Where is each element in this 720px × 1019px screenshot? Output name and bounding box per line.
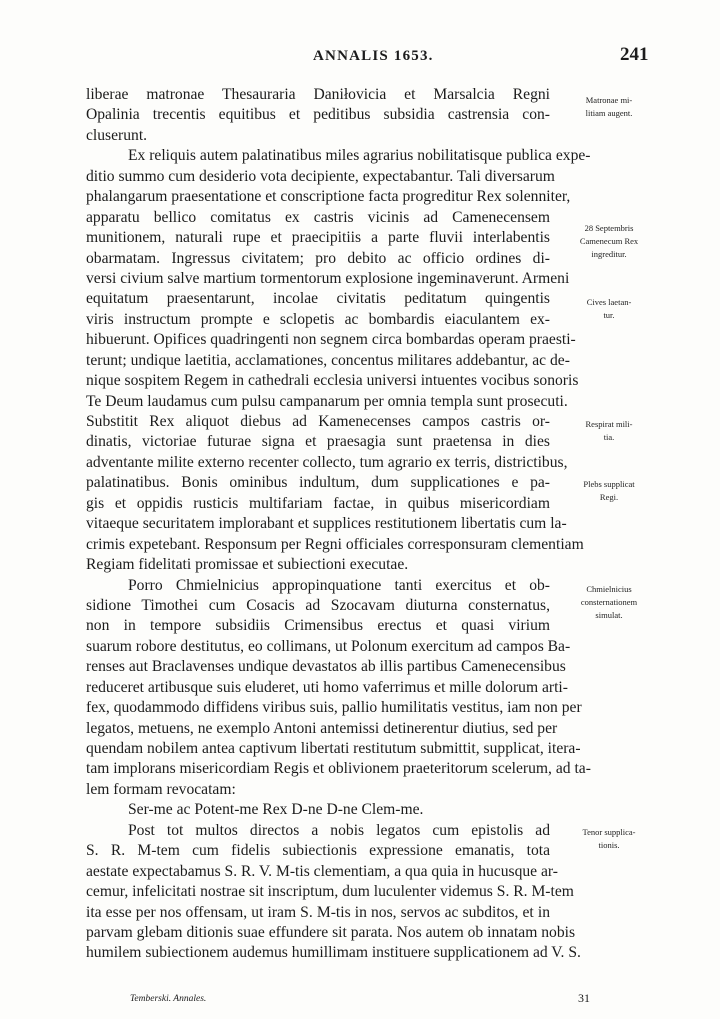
text-line: humilem subiectionem audemus humillimam instituere supplicationem ad V. S. (86, 944, 581, 962)
margin-note-line: 28 Septembris (584, 223, 634, 233)
text-line: parvam glebam ditionis suae effundere sit parata. Nos autem ob innatam nobis (86, 923, 576, 941)
margin-note-line: Cives laetan- (586, 297, 632, 307)
text-line: ditio summo cum desiderio vota decipiente, expectabantur. Tali diversarum (86, 167, 555, 185)
text-line: nique sospitem Regem in cathedrali ecclesia universi intuentes vocibus sonoris (86, 372, 579, 390)
text-line: Substitit Rex aliquot diebus ad Kamenecenses campos castris or- (86, 413, 550, 430)
text-line: non in tempore subsidiis Crimensibus erectus et quasi virium (86, 617, 550, 635)
text-line: suarum robore destitutus, eo collimans, ut Polonum exercitum ad campos Ba- (86, 637, 571, 655)
margin-note-line: litiam augent. (585, 108, 633, 118)
letter-salutation: Ser-me ac Potent-me Rex D-ne D-ne Clem-me. (128, 801, 424, 819)
text-line: Opalinia trecentis equitibus et peditibus subsidia castrensia con- (86, 106, 550, 124)
text-line: sidione Timothei cum Cosacis ad Szocavam diuturna consternatus, (86, 596, 550, 614)
text-line: Ex reliquis autem palatinatibus miles agrarius nobilitatisque publica expe- (128, 147, 591, 165)
text-line: Te Deum laudamus cum pulsu campanarum per omnia templa sunt prosecuti. (86, 392, 568, 410)
margin-note-line: Respirat mili- (585, 419, 633, 429)
text-line: liberae matronae Thesauraria Daniłovicia et Marsalcia Regni (86, 86, 550, 103)
text-line: cluserunt. (86, 126, 148, 144)
text-line: phalangarum praesentatione et conscriptione facta progreditur Rex solenniter, (86, 188, 571, 206)
margin-note-line: Matronae mi- (585, 95, 633, 105)
text-line: renses aut Braclavenses undique devastatos ab illis partibus Camenecensibus (86, 658, 566, 676)
margin-note-line: ingreditur. (591, 249, 627, 259)
margin-note-line: tia. (603, 432, 615, 442)
text-line: versi civium salve martium tormentorum explosione ingeminaverunt. Armeni (86, 269, 570, 287)
margin-note-line: tionis. (598, 840, 620, 850)
text-line: tam implorans misericordiam Regis et oblivionem praeteritorum scelerum, ad ta- (86, 760, 591, 778)
margin-note-plebs (564, 478, 654, 504)
running-title: ANNALIS 1653. (313, 48, 434, 64)
margin-note-militia (564, 418, 654, 444)
margin-note-line: tur. (603, 310, 615, 320)
text-line: cemur, infelicitati nostrae sit inscriptum, dum luculenter videmus S. R. M-tem (86, 883, 574, 901)
text-line: vitaeque securitatem implorabant et supplices restitutionem libertatis cum la- (86, 515, 567, 533)
text-line: crimis expetebant. Responsum per Regni officiales corresponsuram clementiam (86, 535, 584, 553)
margin-note-camenecum (564, 222, 654, 261)
text-line: equitatum praesentarunt, incolae civitatis peditatum quingentis (86, 290, 550, 308)
text-line: adventante milite externo recenter collecto, tum agrario ex terris, districtibus, (86, 453, 568, 471)
page-footer (0, 992, 720, 1012)
text-line: viris instructum prompte e sclopetis ac bombardis eiaculantem ex- (86, 310, 550, 328)
text-line: ita esse per nos offensam, ut iram S. M-tis in nos, servos ac subditos, et in (86, 903, 550, 921)
text-line: palatinatibus. Bonis ominibus indultum, dum supplicationes e pa- (86, 474, 550, 492)
text-line: obarmatam. Ingressus civitatem; pro debito ac officio ordines di- (86, 249, 550, 267)
text-line: munitionem, naturali rupe et praecipitiis a parte fluvii interlabentis (86, 229, 550, 247)
text-line: quendam nobilem antea captivum libertati restitutum submittit, supplicat, itera- (86, 740, 581, 757)
text-line: hibuerunt. Opifices quadringenti non segnem circa bombardas operam praesti- (86, 331, 576, 349)
margin-note-chmielnicius (564, 583, 654, 622)
body-text (86, 85, 591, 964)
footer-author-title: Temberski. Annales. (130, 994, 207, 1004)
text-line: gis et oppidis rusticis multifariam factae, in quibus misericordiam (86, 494, 550, 512)
page-number: 241 (620, 44, 649, 65)
text-line: lem formam revocatam: (86, 780, 236, 798)
text-line: dinatis, victoriae futurae signa et praesagia sunt praetensa in dies (86, 433, 550, 451)
margin-note-line: Chmielnicius (586, 584, 632, 594)
page-header (0, 44, 720, 68)
margin-note-line: simulat. (595, 610, 623, 620)
text-line: apparatu bellico comitatus ex castris vicinis ad Camenecensem (86, 208, 550, 226)
margin-note-line: consternationem (580, 597, 638, 607)
margin-note-cives (564, 296, 654, 322)
margin-note-line: Tenor supplica- (582, 827, 636, 837)
text-line: S. R. M-tem cum fidelis subiectionis expressione emanatis, tota (86, 842, 550, 860)
signature-mark: 31 (578, 991, 590, 1005)
margin-note-matronae (564, 94, 654, 120)
margin-note-line: Plebs supplicat (583, 479, 635, 489)
text-line: Post tot multos directos a nobis legatos cum epistolis ad (128, 821, 550, 839)
text-line: fex, quodammodo diffidens viribus suis, pallio humilitatis vestitus, iam non per (86, 699, 582, 717)
text-line: Porro Chmielnicius appropinquatione tanti exercitus et ob- (128, 576, 550, 594)
margin-note-tenor (564, 826, 654, 852)
margin-note-line: Camenecum Rex (579, 236, 639, 246)
text-line: Regiam fidelitati promissae et subiectioni executae. (86, 556, 409, 574)
text-line: terunt; undique laetitia, acclamationes, concentus militares addebantur, ac de- (86, 351, 570, 369)
text-line: reduceret artibusque suis eluderet, uti homo vaferrimus et mille dolorum arti- (86, 678, 568, 696)
text-line: legatos, metuens, ne exemplo Antoni antemissi detinerentur diutius, sed per (86, 719, 558, 737)
text-line: aestate expectabamus S. R. V. M-tis clementiam, a qua quia in hucusque ar- (86, 862, 558, 880)
margin-note-line: Regi. (599, 492, 619, 502)
